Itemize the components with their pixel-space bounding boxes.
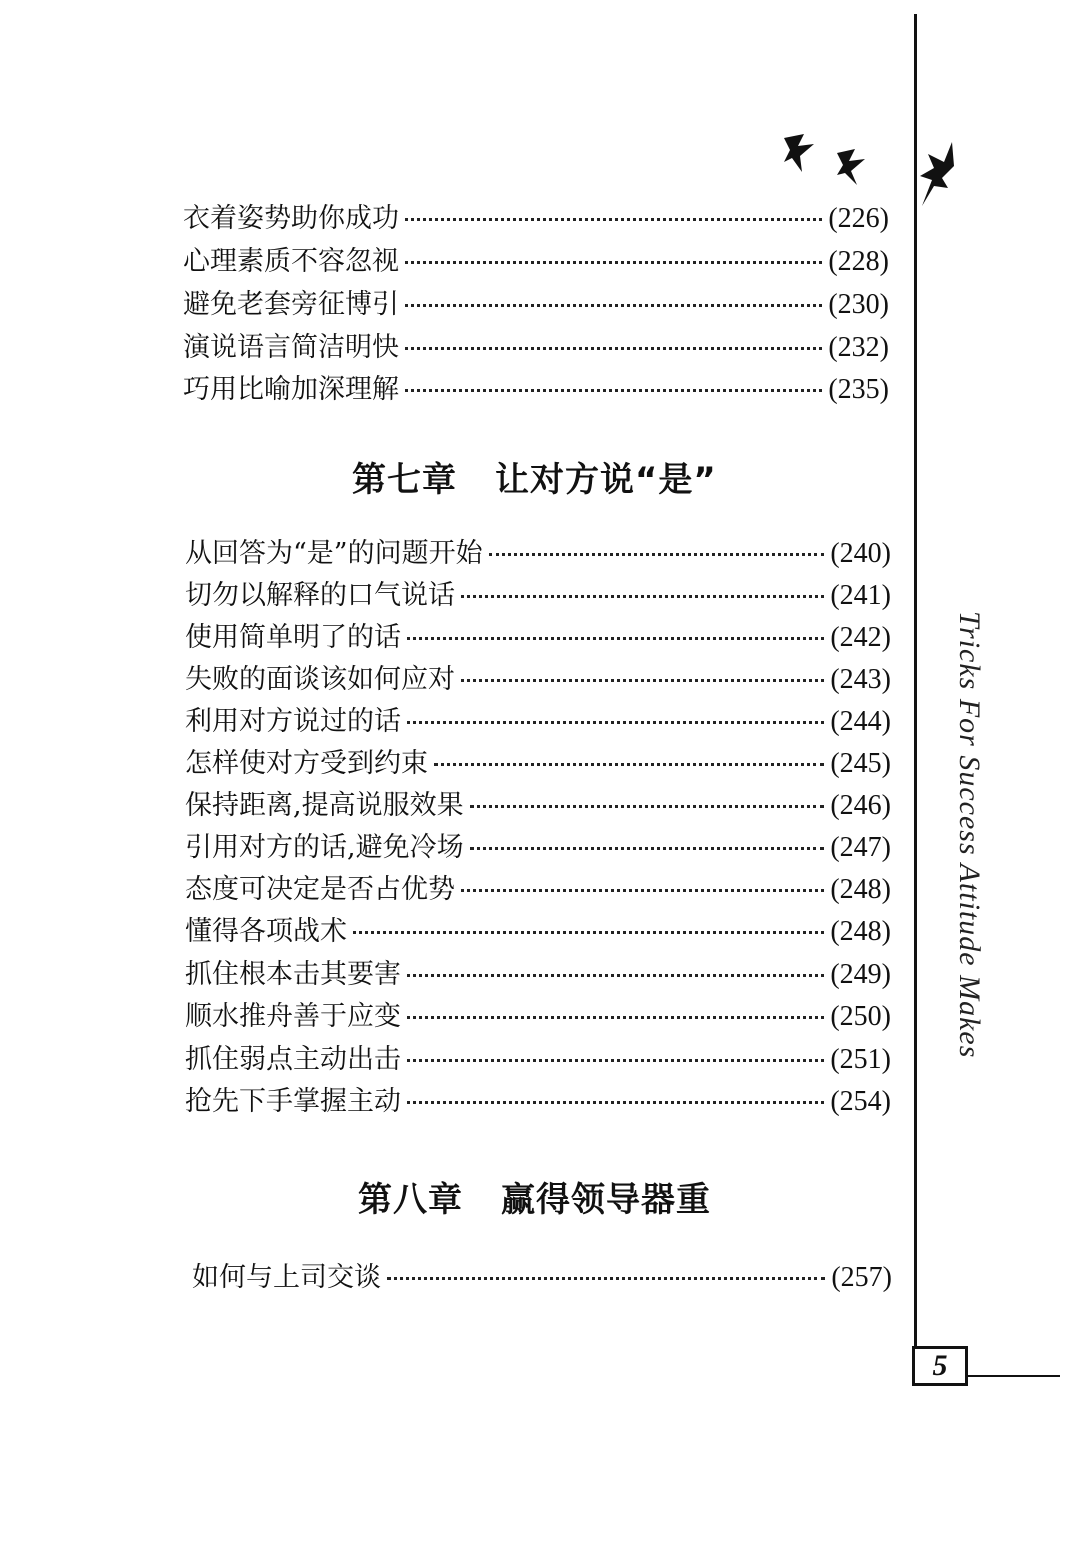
dot-leader [470, 847, 825, 850]
toc-entry-page: (228) [828, 246, 889, 277]
chapter-heading [352, 452, 717, 501]
toc-entry-page: (243) [830, 664, 891, 695]
toc-entry[interactable] [185, 834, 891, 862]
toc-entry-title: 使用简单明了的话 [185, 622, 401, 653]
dot-leader [461, 595, 824, 598]
margin-rule [914, 14, 917, 1359]
toc-entry[interactable] [185, 624, 891, 652]
dot-leader [461, 679, 824, 682]
toc-entry-title: 抢先下手掌握主动 [185, 1086, 401, 1117]
toc-entry-page: (247) [830, 832, 891, 863]
toc-entry[interactable] [185, 961, 891, 989]
chapter-title: 赢得领导器重 [501, 1180, 711, 1220]
toc-entry-title: 衣着姿势助你成功 [183, 203, 399, 234]
toc-entry[interactable] [185, 582, 891, 610]
toc-entry[interactable] [185, 708, 891, 736]
dot-leader [407, 974, 824, 977]
toc-entry[interactable] [185, 918, 891, 946]
toc-entry-title: 利用对方说过的话 [185, 706, 401, 737]
toc-entry-page: (257) [831, 1262, 892, 1293]
vertical-side-text: Tricks For Success Attitude Makes [953, 611, 986, 1059]
toc-entry-page: (226) [828, 203, 889, 234]
toc-entry-title: 抓住弱点主动出击 [185, 1044, 401, 1075]
chapter-number: 第七章 [352, 460, 457, 500]
dot-leader [407, 1059, 824, 1062]
toc-entry[interactable] [183, 248, 889, 276]
toc-entry-page: (230) [828, 289, 889, 320]
toc-entry-page: (232) [828, 332, 889, 363]
toc-entry[interactable] [185, 792, 891, 820]
dot-leader [407, 1016, 824, 1019]
dot-leader [407, 721, 824, 724]
toc-entry-title: 如何与上司交谈 [192, 1262, 381, 1293]
toc-entry-title: 顺水推舟善于应变 [185, 1001, 401, 1032]
dot-leader [434, 763, 824, 766]
toc-entry-page: (248) [830, 874, 891, 905]
dot-leader [405, 304, 822, 307]
toc-entry[interactable] [185, 876, 891, 904]
toc-entry-page: (242) [830, 622, 891, 653]
toc-entry-title: 引用对方的话,避免冷场 [185, 832, 464, 863]
toc-entry-page: (249) [830, 959, 891, 990]
chapter-number: 第八章 [358, 1180, 463, 1220]
toc-entry-title: 怎样使对方受到约束 [185, 748, 428, 779]
toc-entry[interactable] [185, 540, 891, 568]
bird-icon [782, 132, 816, 174]
dot-leader [405, 261, 822, 264]
page-number: 5 [912, 1346, 968, 1386]
toc-entry[interactable] [185, 666, 891, 694]
toc-entry-title: 避免老套旁征博引 [183, 289, 399, 320]
toc-entry-title: 懂得各项战术 [185, 916, 347, 947]
dot-leader [405, 347, 822, 350]
toc-entry-title: 抓住根本击其要害 [185, 959, 401, 990]
toc-entry-page: (246) [830, 790, 891, 821]
toc-entry-title: 态度可决定是否占优势 [185, 874, 455, 905]
toc-entry[interactable] [185, 1088, 891, 1116]
toc-entry-page: (235) [828, 374, 889, 405]
toc-entry-title: 心理素质不容忽视 [183, 246, 399, 277]
toc-entry[interactable] [192, 1264, 892, 1292]
toc-entry-title: 保持距离,提高说服效果 [185, 790, 464, 821]
toc-entry-page: (245) [830, 748, 891, 779]
dot-leader [387, 1277, 825, 1280]
toc-entry[interactable] [183, 376, 889, 404]
toc-entry[interactable] [185, 1046, 891, 1074]
chapter-heading [358, 1172, 711, 1221]
toc-entry[interactable] [185, 750, 891, 778]
toc-entry[interactable] [183, 291, 889, 319]
chapter-title: 让对方说“是” [495, 460, 717, 500]
toc-entry-title: 失败的面谈该如何应对 [185, 664, 455, 695]
toc-entry-page: (251) [830, 1044, 891, 1075]
bird-icon [918, 140, 958, 210]
footer-rule [968, 1375, 1060, 1377]
dot-leader [470, 805, 825, 808]
dot-leader [407, 1101, 824, 1104]
dot-leader [407, 637, 824, 640]
toc-entry-title: 切勿以解释的口气说话 [185, 580, 455, 611]
toc-entry-title: 从回答为“是”的问题开始 [185, 538, 483, 569]
dot-leader [405, 389, 822, 392]
dot-leader [405, 218, 822, 221]
dot-leader [353, 931, 824, 934]
toc-entry-page: (250) [830, 1001, 891, 1032]
toc-entry[interactable] [185, 1003, 891, 1031]
toc-entry-page: (244) [830, 706, 891, 737]
toc-entry-page: (254) [830, 1086, 891, 1117]
toc-entry-title: 演说语言简洁明快 [183, 332, 399, 363]
bird-icon [835, 145, 867, 187]
toc-entry-page: (248) [830, 916, 891, 947]
toc-entry-page: (241) [830, 580, 891, 611]
toc-entry[interactable] [183, 205, 889, 233]
toc-entry-page: (240) [830, 538, 891, 569]
toc-entry[interactable] [183, 334, 889, 362]
dot-leader [489, 553, 825, 556]
dot-leader [461, 889, 824, 892]
toc-entry-title: 巧用比喻加深理解 [183, 374, 399, 405]
